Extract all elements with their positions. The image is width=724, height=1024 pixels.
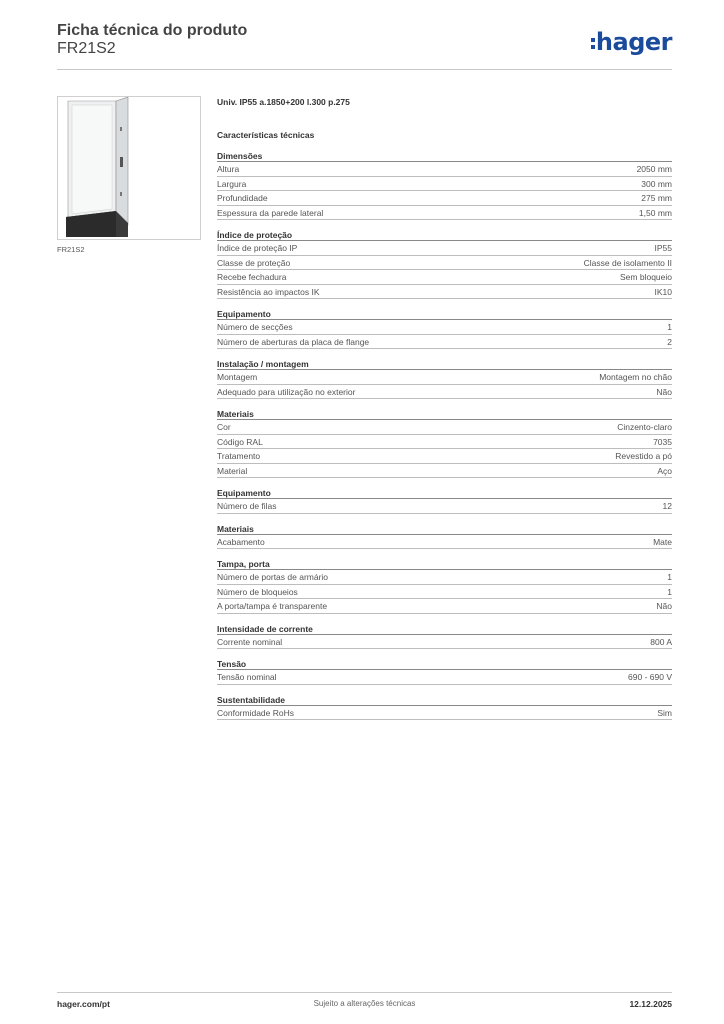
spec-group — [217, 694, 672, 721]
spec-row — [217, 320, 672, 335]
spec-value: Não — [656, 601, 672, 611]
spec-row — [217, 435, 672, 450]
spec-row — [217, 370, 672, 385]
spec-group — [217, 150, 672, 220]
spec-row — [217, 285, 672, 300]
spec-group-title: Instalação / montagem — [217, 358, 672, 370]
spec-value: Não — [656, 386, 672, 397]
section-title: Características técnicas — [217, 130, 315, 140]
spec-value: 2 — [667, 336, 672, 347]
spec-group — [217, 408, 672, 478]
spec-groups — [217, 150, 672, 720]
spec-value: 1 — [667, 572, 672, 582]
spec-label: Classe de proteção — [217, 257, 291, 268]
spec-row — [217, 464, 672, 479]
spec-label: Espessura da parede lateral — [217, 207, 324, 218]
spec-row — [217, 635, 672, 650]
spec-row — [217, 499, 672, 514]
spec-group — [217, 658, 672, 685]
spec-value: Montagem no chão — [599, 372, 672, 382]
spec-group-title: Equipamento — [217, 308, 672, 320]
footer-disclaimer: Sujeito a alterações técnicas — [313, 999, 416, 1008]
spec-row — [217, 256, 672, 271]
spec-value: 690 - 690 V — [628, 672, 672, 682]
spec-label: Recebe fechadura — [217, 272, 287, 282]
spec-row — [217, 599, 672, 614]
spec-label: Altura — [217, 164, 240, 174]
spec-label: Cor — [217, 422, 231, 432]
spec-value: 275 mm — [641, 193, 672, 203]
spec-label: Índice de proteção IP — [217, 243, 298, 253]
spec-value: IK10 — [654, 286, 672, 297]
spec-label: Número de portas de armário — [217, 572, 329, 582]
spec-value: Revestido a pó — [615, 451, 672, 461]
spec-value: 12 — [662, 501, 672, 511]
page-footer — [57, 992, 672, 1012]
spec-group-title: Tensão — [217, 658, 672, 670]
spec-value: Sim — [657, 707, 672, 718]
spec-group-title: Dimensões — [217, 150, 672, 162]
spec-row — [217, 162, 672, 177]
spec-value: 1,50 mm — [638, 207, 672, 218]
product-image — [57, 96, 201, 240]
spec-group-title: Equipamento — [217, 487, 672, 499]
spec-label: Montagem — [217, 372, 258, 382]
spec-label: Material — [217, 465, 248, 476]
spec-row — [217, 706, 672, 721]
page-header — [57, 20, 672, 70]
spec-group — [217, 487, 672, 514]
logo-dots-icon — [591, 35, 595, 52]
spec-value: Sem bloqueio — [620, 272, 672, 282]
spec-label: Profundidade — [217, 193, 268, 203]
spec-row — [217, 206, 672, 221]
enclosure-cabinet-icon — [58, 97, 202, 241]
spec-label: Conformidade RoHs — [217, 707, 295, 718]
spec-label: Tensão nominal — [217, 672, 277, 682]
hager-logo — [591, 28, 672, 56]
spec-value: Mate — [653, 536, 672, 547]
spec-group — [217, 358, 672, 399]
spec-label: Código RAL — [217, 436, 263, 447]
spec-row — [217, 535, 672, 550]
spec-group — [217, 523, 672, 550]
spec-label: Adequado para utilização no exterior — [217, 386, 356, 397]
product-reference: FR21S2 — [57, 40, 116, 57]
spec-label: Número de bloqueios — [217, 586, 298, 597]
spec-label: Número de secções — [217, 322, 293, 332]
spec-group — [217, 558, 672, 614]
spec-label: Tratamento — [217, 451, 261, 461]
spec-group — [217, 229, 672, 299]
spec-value: Aço — [657, 465, 672, 476]
spec-label: Resistência ao impactos IK — [217, 286, 320, 297]
spec-label: Largura — [217, 178, 247, 189]
spec-value: 1 — [667, 586, 672, 597]
specifications — [217, 96, 672, 720]
spec-group-title: Índice de proteção — [217, 229, 672, 241]
spec-value: 800 A — [650, 636, 672, 647]
spec-group-title: Sustentabilidade — [217, 694, 672, 706]
spec-label: Número de aberturas da placa de flange — [217, 336, 370, 347]
spec-group — [217, 623, 672, 650]
spec-label: Corrente nominal — [217, 636, 283, 647]
footer-website: hager.com/pt — [57, 999, 110, 1009]
spec-group-title: Intensidade de corrente — [217, 623, 672, 635]
spec-value: Cinzento-claro — [617, 422, 672, 432]
spec-group-title: Materiais — [217, 523, 672, 535]
spec-row — [217, 670, 672, 685]
spec-label: Número de filas — [217, 501, 277, 511]
spec-row — [217, 241, 672, 256]
spec-label: A porta/tampa é transparente — [217, 601, 328, 611]
document-title: Ficha técnica do produto — [57, 22, 248, 39]
spec-row — [217, 585, 672, 600]
spec-row — [217, 385, 672, 400]
spec-row — [217, 335, 672, 350]
spec-row — [217, 177, 672, 192]
spec-row — [217, 270, 672, 285]
spec-label: Acabamento — [217, 536, 265, 547]
spec-value: 300 mm — [641, 178, 672, 189]
spec-row — [217, 449, 672, 464]
spec-group-title: Materiais — [217, 408, 672, 420]
spec-row — [217, 191, 672, 206]
spec-value: 2050 mm — [636, 164, 672, 174]
product-name: Univ. IP55 a.1850+200 l.300 p.275 — [217, 97, 350, 107]
footer-date: 12.12.2025 — [629, 999, 672, 1009]
image-caption: FR21S2 — [57, 245, 85, 254]
spec-value: 1 — [667, 322, 672, 332]
spec-value: Classe de isolamento II — [583, 257, 672, 268]
spec-row — [217, 570, 672, 585]
logo-text: hager — [595, 28, 672, 56]
spec-value: 7035 — [653, 436, 672, 447]
spec-row — [217, 420, 672, 435]
spec-group — [217, 308, 672, 349]
spec-value: IP55 — [654, 243, 672, 253]
spec-group-title: Tampa, porta — [217, 558, 672, 570]
